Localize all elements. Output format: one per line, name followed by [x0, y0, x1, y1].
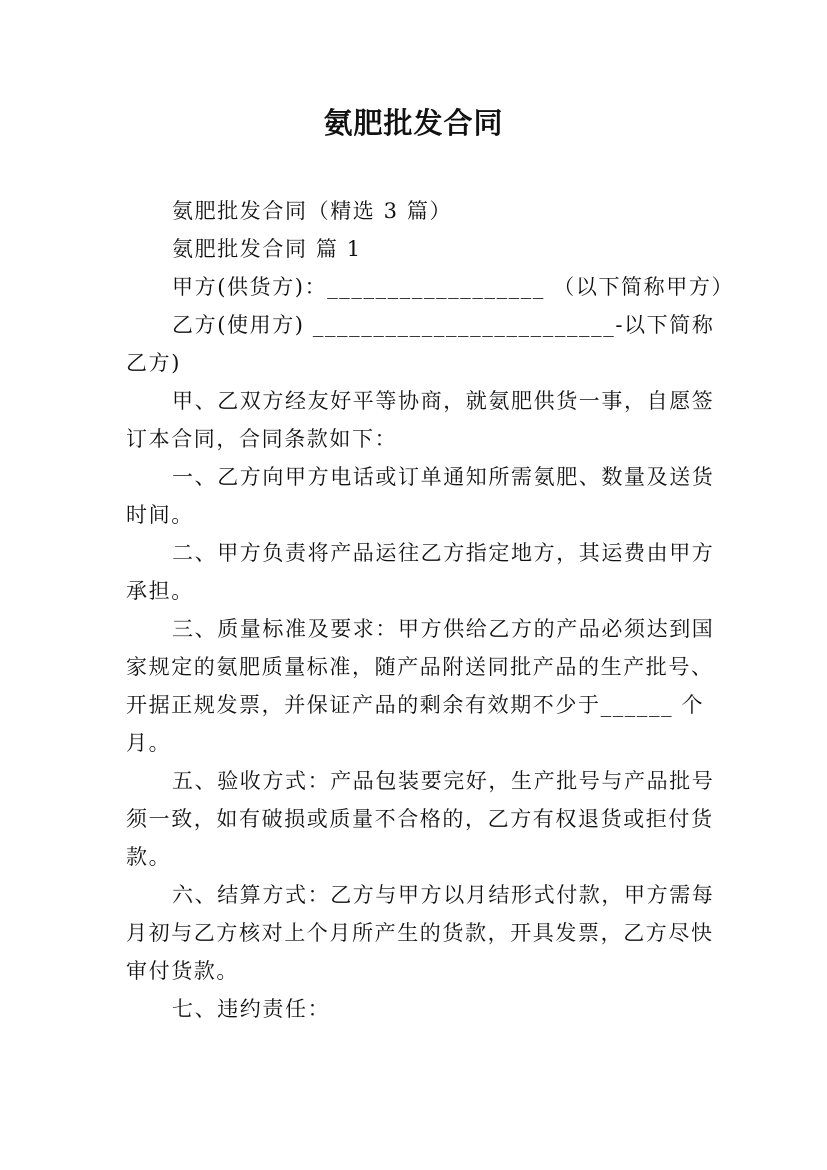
clause-5-cont-2: 款。 [126, 845, 172, 869]
document-title: 氨肥批发合同 [323, 106, 504, 140]
clause-5-cont-1: 须一致，如有破损或质量不合格的，乙方有权退货或拒付货 [126, 807, 714, 831]
paragraph-intro: 甲、乙双方经友好平等协商，就氨肥供货一事，自愿签 [172, 389, 715, 413]
subtitle-line: 氨肥批发合同（精选 3 篇） [172, 199, 453, 223]
clause-2-cont: 承担。 [126, 579, 194, 603]
clause-3-cont-2: 开据正规发票，并保证产品的剩余有效期不少于______ 个 [126, 693, 705, 717]
paragraph-intro-cont: 订本合同，合同条款如下： [126, 427, 398, 451]
clause-6-cont-2: 审付货款。 [126, 959, 239, 983]
clause-6: 六、结算方式：乙方与甲方以月结形式付款，甲方需每 [172, 883, 715, 907]
clause-7: 七、违约责任： [172, 997, 331, 1021]
clause-3: 三、质量标准及要求：甲方供给乙方的产品必须达到国 [172, 617, 715, 641]
party-a-line: 甲方(供货方)：__________________ （以下简称甲方） [172, 275, 735, 299]
clause-3-cont-1: 家规定的氨肥质量标准，随产品附送同批产品的生产批号、 [126, 655, 714, 679]
clause-2: 二、甲方负责将产品运往乙方指定地方，其运费由甲方 [172, 541, 715, 565]
clause-5: 五、验收方式：产品包装要完好，生产批号与产品批号 [172, 769, 715, 793]
party-b-line: 乙方(使用方) _________________________-以下简称 [172, 313, 715, 337]
document-body [126, 192, 735, 1028]
clause-6-cont-1: 月初与乙方核对上个月所产生的货款，开具发票，乙方尽快 [126, 921, 714, 945]
clause-3-cont-3: 月。 [126, 731, 172, 755]
clause-1-cont: 时间。 [126, 503, 194, 527]
party-b-line-cont: 乙方) [126, 351, 181, 375]
section-heading: 氨肥批发合同 篇 1 [172, 237, 362, 261]
clause-1: 一、乙方向甲方电话或订单通知所需氨肥、数量及送货 [172, 465, 715, 489]
